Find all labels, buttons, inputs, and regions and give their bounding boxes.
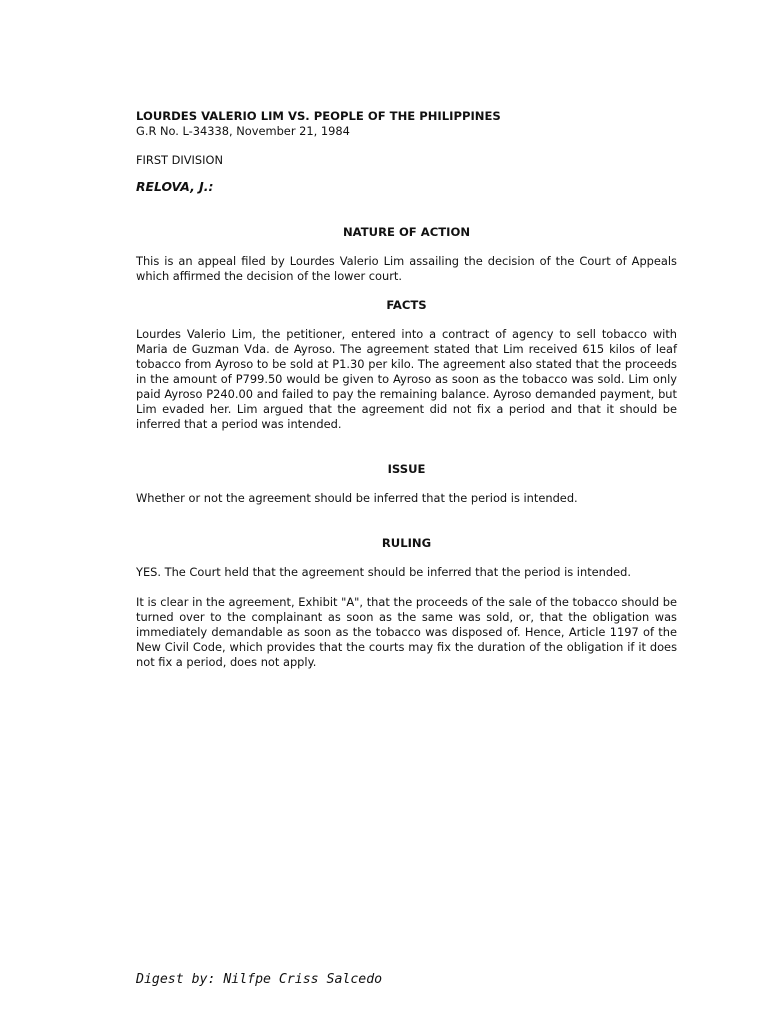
case-title: LOURDES VALERIO LIM VS. PEOPLE OF THE PHILIPPINES [136,109,501,123]
document-body [136,108,677,670]
paragraph-issue: Whether or not the agreement should be inferred that the period is intended. [136,491,578,505]
paragraph-ruling-answer: YES. The Court held that the agreement should be inferred that the period is intended. [136,565,631,579]
ponente-name: RELOVA, J.: [136,179,214,194]
digest-author: Digest by: Nilfpe Criss Salcedo [136,972,383,987]
heading-ruling: RULING [381,536,432,550]
paragraph-nature-of-action: This is an appeal filed by Lourdes Valerio Lim assailing the decision of the Court of Appeals which affirmed the decision of the lower court. [136,254,677,283]
heading-nature-of-action: NATURE OF ACTION [342,225,471,239]
heading-issue: ISSUE [387,462,426,476]
case-number: G.R No. L-34338, November 21, 1984 [136,124,350,138]
heading-facts: FACTS [386,298,427,312]
division-label: FIRST DIVISION [136,153,223,167]
paragraph-ruling-explanation: It is clear in the agreement, Exhibit "A", that the proceeds of the sale of the tobacco should be turned over to the complainant as soon as the same was sold, or, that the obligation was immediately demandable as soon as the tobacco was disposed of. Hence, Article 1197 of the New Civil Code, which provides that the courts may fix the duration of the obligation if it does not fix a period, does not apply. [136,595,677,669]
paragraph-facts: Lourdes Valerio Lim, the petitioner, entered into a contract of agency to sell tobacco with Maria de Guzman Vda. de Ayroso. The agreement stated that Lim received 615 kilos of leaf tobacco from Ayroso to be sold at P1.30 per kilo. The agreement also stated that the proceeds in the amount of P799.50 would be given to Ayroso as soon as the tobacco was sold. Lim only paid Ayroso P240.00 and failed to pay the remaining balance. Ayroso demanded payment, but Lim evaded her. Lim argued that the agreement did not fix a period and that it should be inferred that a period was intended. [136,327,677,431]
